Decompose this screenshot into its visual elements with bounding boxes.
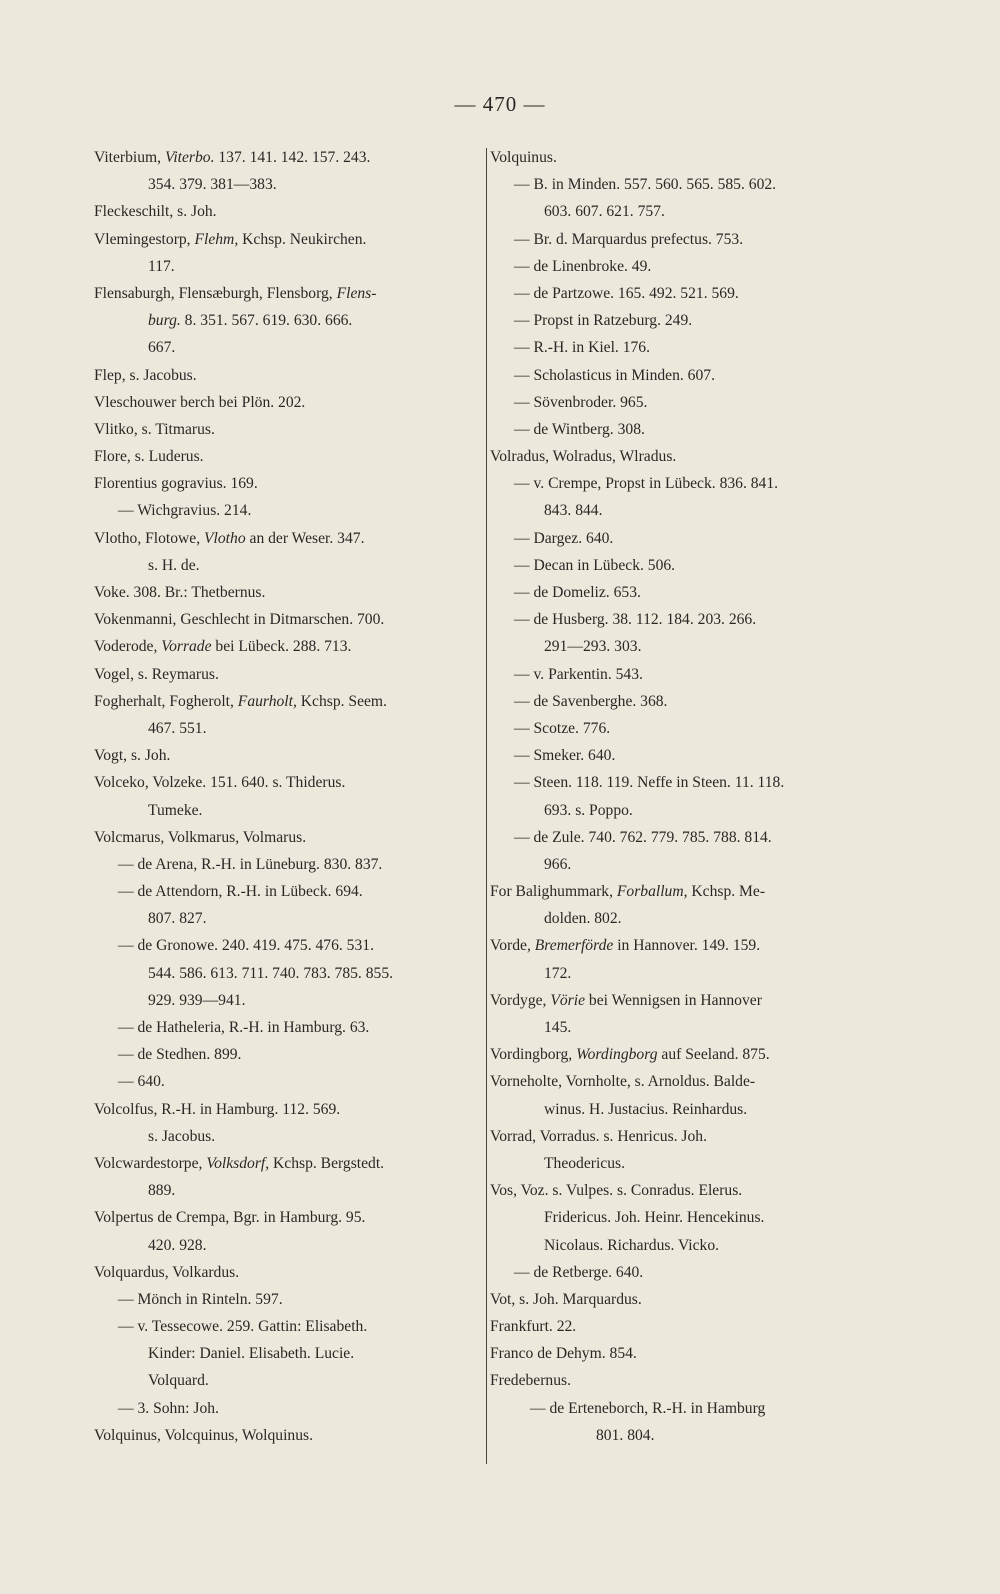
index-entry-line	[490, 1150, 890, 1177]
index-entry-text: Vot, s. Joh. Marquardus.	[490, 1290, 642, 1308]
index-entry-line	[490, 1340, 890, 1367]
index-entry-text: dolden. 802.	[544, 910, 622, 928]
index-entry-text: — de Gronowe. 240. 419. 475. 476. 531.	[118, 937, 374, 955]
index-entry-text: Kchsp. Me-	[687, 883, 766, 901]
index-entry-text: Kchsp. Seem.	[296, 692, 387, 710]
index-entry-line	[94, 1313, 484, 1340]
index-entry-line	[490, 1177, 890, 1204]
index-entry-line	[94, 443, 484, 470]
index-entry-text: 8. 351. 567. 619. 630. 666.	[180, 312, 353, 330]
index-entry-text: — de Domeliz. 653.	[514, 584, 641, 601]
index-entry-text: Kinder: Daniel. Elisabeth. Lucie.	[148, 1345, 355, 1363]
index-entry-line	[94, 416, 484, 443]
index-entry-line	[94, 171, 484, 198]
index-entry-text: Florentius gogravius. 169.	[94, 475, 258, 493]
index-entry-line	[490, 905, 890, 932]
index-entry-line	[490, 715, 890, 742]
index-entry-line	[490, 497, 890, 524]
index-entry-text: — Propst in Ratzeburg. 249.	[514, 312, 693, 330]
index-entry-text: — de Retberge. 640.	[514, 1263, 644, 1281]
index-entry-text: — de Attendorn, R.-H. in Lübeck. 694.	[118, 883, 363, 901]
index-entry-line	[490, 1367, 890, 1394]
index-entry-line	[94, 525, 484, 552]
index-entry-place: burg.	[148, 312, 181, 330]
index-entry-place: Flens-	[336, 284, 377, 302]
index-entry-line	[94, 579, 484, 606]
index-entry-place: Vörie	[550, 991, 586, 1009]
index-entry-text: 843. 844.	[544, 502, 603, 520]
index-entry-text: Volcmarus, Volkmarus, Volmarus.	[94, 828, 307, 846]
index-entry-text: Vleschouwer berch bei Plön. 202.	[94, 393, 306, 411]
column-divider	[486, 148, 487, 1464]
index-entry-text: 801. 804.	[596, 1426, 655, 1444]
index-entry-text: Volquardus, Volkardus.	[94, 1263, 240, 1281]
index-entry-text: 467. 551.	[148, 719, 207, 737]
index-entry-line	[490, 932, 890, 959]
index-entry-place: Faurholt,	[237, 692, 297, 710]
index-entry-line	[94, 1204, 484, 1231]
index-entry-text: — de Partzowe. 165. 492. 521. 569.	[514, 284, 739, 302]
page-number: — 470 —	[454, 92, 546, 116]
index-entry-line	[94, 1286, 484, 1313]
index-entry-text: — B. in Minden. 557. 560. 565. 585. 602.	[514, 176, 777, 194]
index-entry-text: — de Zule. 740. 762. 779. 785. 788. 814.	[514, 828, 772, 846]
index-entry-line	[94, 280, 484, 307]
index-entry-line	[94, 688, 484, 715]
index-entry-text: Vordingborg,	[490, 1046, 577, 1064]
index-entry-line	[94, 932, 484, 959]
index-entry-text: — Scholasticus in Minden. 607.	[514, 366, 715, 384]
index-entry-text: Fridericus. Joh. Heinr. Hencekinus.	[544, 1209, 765, 1227]
index-entry-line	[94, 1177, 484, 1204]
index-entry-text: bei Lübeck. 288. 713.	[211, 638, 352, 656]
index-entry-text: 354. 379. 381—383.	[148, 176, 277, 194]
index-entry-line	[94, 1123, 484, 1150]
index-entry-text: 291—293. 303.	[544, 638, 642, 656]
index-entry-line	[490, 1014, 890, 1041]
index-entry-text: Volcwardestorpe,	[94, 1154, 207, 1172]
index-entry-line	[490, 389, 890, 416]
index-entry-text: Voke. 308. Br.: Thetbernus.	[94, 584, 266, 601]
index-entry-text: Vordyge,	[490, 991, 551, 1009]
index-entry-text: s. H. de.	[148, 556, 200, 574]
index-entry-text: Fogherhalt, Fogherolt,	[94, 692, 238, 710]
index-entry-line	[94, 661, 484, 688]
index-entry-text: Flep, s. Jacobus.	[94, 366, 197, 384]
index-entry-text: 420. 928.	[148, 1236, 207, 1254]
index-entry-line	[490, 307, 890, 334]
index-entry-line	[490, 525, 890, 552]
index-entry-line	[490, 769, 890, 796]
index-entry-line	[490, 416, 890, 443]
index-entry-text: — de Husberg. 38. 112. 184. 203. 266.	[514, 611, 757, 629]
index-entry-text: auf Seeland. 875.	[657, 1046, 770, 1064]
index-entry-text: Volradus, Wolradus, Wlradus.	[490, 448, 677, 466]
index-entry-text: Fleckeschilt, s. Joh.	[94, 203, 217, 221]
index-entry-line	[490, 797, 890, 824]
index-entry-text: Franco de Dehym. 854.	[490, 1345, 637, 1363]
index-entry-line	[490, 633, 890, 660]
index-entry-text: Viterbium,	[94, 149, 165, 166]
index-entry-line	[490, 334, 890, 361]
index-entry-text: 137. 141. 142. 157. 243.	[214, 149, 371, 166]
index-entry-text: Fredebernus.	[490, 1372, 571, 1390]
index-entry-text: Vorde,	[490, 937, 535, 955]
index-entry-text: 145.	[544, 1019, 572, 1036]
index-entry-place: Flehm,	[194, 230, 239, 248]
index-entry-line	[94, 1096, 484, 1123]
index-entry-line	[490, 1286, 890, 1313]
index-entry-line	[490, 280, 890, 307]
index-entry-line	[490, 1313, 890, 1340]
index-entry-text: 117.	[148, 257, 175, 275]
index-entry-line	[94, 878, 484, 905]
index-entry-text: Volpertus de Crempa, Bgr. in Hamburg. 95.	[94, 1209, 366, 1227]
index-entry-line	[490, 606, 890, 633]
index-entry-line	[94, 198, 484, 225]
index-entry-line	[94, 1367, 484, 1394]
index-entry-line	[94, 1150, 484, 1177]
index-entry-line	[94, 144, 484, 171]
index-entry-line	[490, 552, 890, 579]
index-entry-text: Vorneholte, Vornholte, s. Arnoldus. Balde-	[490, 1073, 756, 1091]
index-entry-text: — de Arena, R.-H. in Lüneburg. 830. 837.	[118, 855, 383, 873]
index-entry-line	[94, 334, 484, 361]
index-entry-line	[490, 579, 890, 606]
index-column-left	[94, 144, 484, 1449]
index-entry-line	[94, 1014, 484, 1041]
index-entry-text: 667.	[148, 339, 176, 357]
index-entry-line	[94, 633, 484, 660]
index-entry-line	[490, 470, 890, 497]
index-entry-text: — v. Crempe, Propst in Lübeck. 836. 841.	[514, 475, 779, 493]
index-entry-text: Vlitko, s. Titmarus.	[94, 420, 215, 438]
index-entry-place: Vlotho	[204, 529, 246, 547]
index-entry-place: Forballum,	[616, 883, 688, 901]
index-entry-text: Vokenmanni, Geschlecht in Ditmarschen. 700.	[94, 611, 385, 629]
index-entry-line	[490, 960, 890, 987]
index-entry-line	[94, 1395, 484, 1422]
index-entry-line	[94, 606, 484, 633]
index-entry-line	[94, 1041, 484, 1068]
index-entry-text: — Scotze. 776.	[514, 719, 611, 737]
index-entry-text: — Smeker. 640.	[514, 747, 616, 765]
index-entry-text: 889.	[148, 1182, 176, 1200]
index-entry-line	[94, 715, 484, 742]
index-entry-line	[94, 307, 484, 334]
index-entry-text: an der Weser. 347.	[245, 529, 365, 547]
index-entry-text: 929. 939—941.	[148, 991, 246, 1009]
index-entry-line	[490, 742, 890, 769]
index-entry-place: Volksdorf,	[206, 1154, 270, 1172]
index-entry-text: — de Linenbroke. 49.	[514, 257, 652, 275]
index-entry-line	[94, 851, 484, 878]
index-entry-text: Nicolaus. Richardus. Vicko.	[544, 1236, 720, 1254]
index-entry-text: Volquinus, Volcquinus, Wolquinus.	[94, 1426, 313, 1444]
index-entry-line	[490, 824, 890, 851]
index-entry-text: — Br. d. Marquardus prefectus. 753.	[514, 230, 744, 248]
index-entry-line	[490, 362, 890, 389]
index-entry-text: Volcolfus, R.-H. in Hamburg. 112. 569.	[94, 1100, 341, 1118]
index-entry-text: Volquard.	[148, 1372, 209, 1390]
index-entry-line	[490, 878, 890, 905]
index-entry-place: Vorrade	[161, 638, 212, 656]
index-entry-text: — de Erteneborch, R.-H. in Hamburg	[530, 1399, 766, 1417]
index-entry-line	[94, 1068, 484, 1095]
index-entry-text: Vogel, s. Reymarus.	[94, 665, 219, 683]
index-entry-line	[490, 1068, 890, 1095]
index-entry-line	[490, 226, 890, 253]
index-entry-text: Voderode,	[94, 638, 162, 656]
index-entry-text: Volceko, Volzeke. 151. 640. s. Thiderus.	[94, 774, 346, 792]
index-entry-line	[94, 742, 484, 769]
index-entry-text: Flensaburgh, Flensæburgh, Flensborg,	[94, 284, 337, 302]
index-entry-line	[490, 1041, 890, 1068]
index-entry-text: winus. H. Justacius. Reinhardus.	[544, 1100, 748, 1118]
index-entry-text: — Decan in Lübeck. 506.	[514, 556, 676, 574]
index-entry-text: Theodericus.	[544, 1154, 625, 1172]
index-entry-text: Kchsp. Bergstedt.	[269, 1154, 385, 1172]
index-entry-line	[490, 253, 890, 280]
index-entry-text: Vlemingestorp,	[94, 230, 195, 248]
index-entry-line	[490, 1395, 890, 1422]
index-entry-line	[94, 987, 484, 1014]
index-entry-text: — 3. Sohn: Joh.	[118, 1399, 219, 1417]
index-entry-text: Vlotho, Flotowe,	[94, 529, 205, 547]
index-entry-line	[94, 497, 484, 524]
index-entry-text: Vogt, s. Joh.	[94, 747, 171, 765]
index-entry-text: — Dargez. 640.	[514, 529, 614, 547]
index-entry-line	[490, 688, 890, 715]
index-entry-line	[94, 389, 484, 416]
index-entry-text: — 640.	[118, 1073, 165, 1091]
index-entry-text: 966.	[544, 855, 572, 873]
index-entry-line	[94, 960, 484, 987]
index-entry-text: — Wichgravius. 214.	[118, 502, 252, 520]
index-entry-line	[490, 443, 890, 470]
index-entry-line	[94, 253, 484, 280]
index-entry-text: Frankfurt. 22.	[490, 1318, 577, 1336]
index-entry-line	[94, 824, 484, 851]
index-entry-line	[490, 661, 890, 688]
index-entry-text: bei Wennigsen in Hannover	[585, 991, 762, 1009]
index-entry-line	[490, 1259, 890, 1286]
index-entry-text: in Hannover. 149. 159.	[613, 937, 761, 955]
index-entry-text: For Balighummark,	[490, 883, 617, 901]
index-entry-line	[94, 470, 484, 497]
index-entry-text: — de Stedhen. 899.	[118, 1046, 242, 1064]
index-entry-text: Tumeke.	[148, 801, 203, 819]
index-entry-text: 693. s. Poppo.	[544, 801, 633, 819]
index-entry-text: 172.	[544, 964, 572, 982]
index-entry-text: s. Jacobus.	[148, 1127, 216, 1145]
index-entry-text: — R.-H. in Kiel. 176.	[514, 339, 651, 357]
index-entry-text: — de Hatheleria, R.-H. in Hamburg. 63.	[118, 1019, 370, 1036]
index-entry-line	[490, 144, 890, 171]
index-entry-text: Kchsp. Neukirchen.	[238, 230, 367, 248]
index-entry-text: 544. 586. 613. 711. 740. 783. 785. 855.	[148, 964, 394, 982]
index-entry-line	[490, 1232, 890, 1259]
index-entry-line	[94, 1259, 484, 1286]
index-entry-text: Volquinus.	[490, 149, 557, 166]
index-entry-place: Bremerförde	[534, 937, 614, 955]
index-entry-line	[94, 226, 484, 253]
index-entry-text: 603. 607. 621. 757.	[544, 203, 665, 221]
index-entry-line	[490, 1123, 890, 1150]
index-entry-line	[94, 1340, 484, 1367]
index-entry-line	[94, 769, 484, 796]
index-entry-text: Vorrad, Vorradus. s. Henricus. Joh.	[490, 1127, 707, 1145]
index-entry-line	[94, 1232, 484, 1259]
index-entry-line	[490, 1204, 890, 1231]
index-entry-line	[94, 362, 484, 389]
index-entry-place: Wordingborg	[576, 1046, 658, 1064]
index-entry-line	[490, 1096, 890, 1123]
index-entry-line	[490, 198, 890, 225]
index-entry-line	[94, 797, 484, 824]
index-entry-line	[490, 987, 890, 1014]
index-entry-text: Vos, Voz. s. Vulpes. s. Conradus. Elerus.	[490, 1182, 743, 1200]
index-entry-place: Viterbo.	[164, 149, 215, 166]
index-entry-line	[94, 905, 484, 932]
index-entry-text: 807. 827.	[148, 910, 207, 928]
index-entry-line	[94, 1422, 484, 1449]
index-entry-line	[94, 552, 484, 579]
index-entry-text: — de Wintberg. 308.	[514, 420, 645, 438]
index-entry-text: — Sövenbroder. 965.	[514, 393, 648, 411]
index-entry-text: — v. Tessecowe. 259. Gattin: Elisabeth.	[118, 1318, 368, 1336]
index-entry-line	[490, 1422, 890, 1449]
index-entry-text: Flore, s. Luderus.	[94, 448, 204, 466]
index-entry-text: — v. Parkentin. 543.	[514, 665, 643, 683]
index-entry-text: — de Savenberghe. 368.	[514, 692, 668, 710]
index-entry-text: — Steen. 118. 119. Neffe in Steen. 11. 118.	[514, 774, 785, 792]
index-entry-line	[490, 851, 890, 878]
index-column-right	[490, 144, 890, 1449]
index-entry-line	[490, 171, 890, 198]
index-entry-text: — Mönch in Rinteln. 597.	[118, 1290, 283, 1308]
